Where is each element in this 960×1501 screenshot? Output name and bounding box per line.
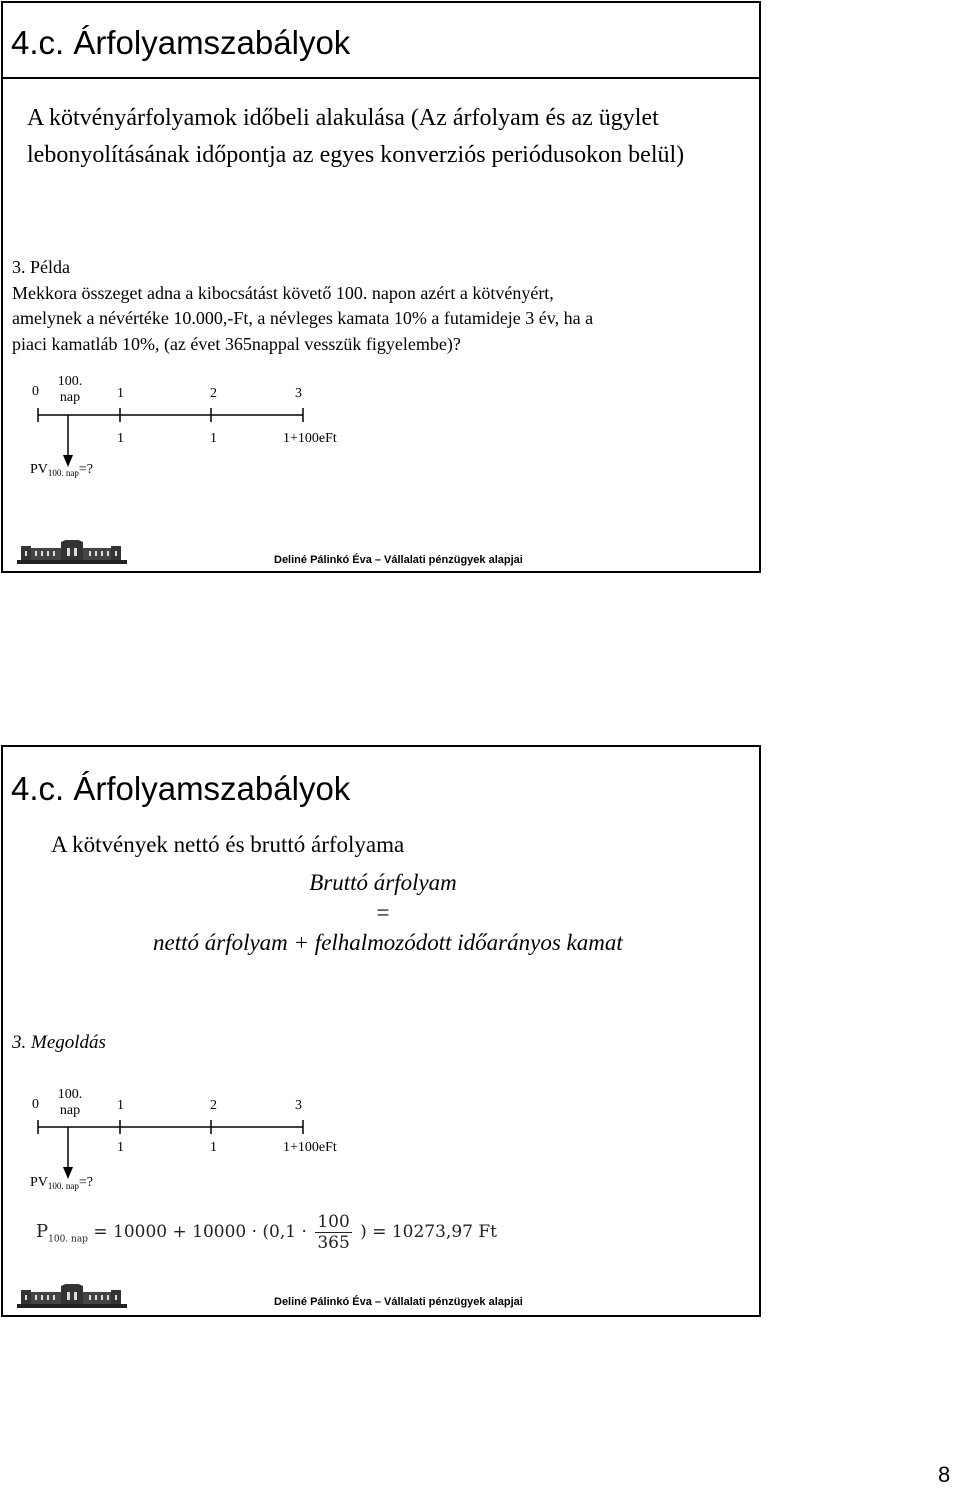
formula-lhs: P xyxy=(36,1221,49,1242)
university-building-logo xyxy=(17,540,127,566)
university-building-logo xyxy=(17,1284,127,1310)
timeline-start-label: 0 xyxy=(32,1097,39,1112)
pv-main: PV xyxy=(30,462,48,477)
timeline-day-label xyxy=(53,1087,87,1119)
timeline-day-label xyxy=(53,374,87,406)
pv-tail: =? xyxy=(78,1175,94,1190)
price-formula-text: nettó árfolyam + felhalmozódott időarányos kamat xyxy=(153,930,623,955)
solution-heading: 3. Megoldás xyxy=(12,1032,106,1053)
timeline-day-unit: nap xyxy=(59,1103,81,1118)
slide-2 xyxy=(1,745,761,1317)
formula-fraction xyxy=(315,1212,351,1253)
example-heading: 3. Példa xyxy=(12,257,70,277)
price-calculation-formula xyxy=(36,1212,497,1253)
formula-rhs-end: ) = 10273,97 Ft xyxy=(360,1222,498,1242)
example-line: piaci kamatláb 10%, (az évet 365nappal vesszük figyelembe)? xyxy=(12,333,461,354)
present-value-label xyxy=(30,1175,93,1191)
slide-title-bar xyxy=(3,747,759,823)
slide-1 xyxy=(1,1,761,573)
timeline-cashflow-label: 1 xyxy=(210,1140,217,1155)
formula-rhs-start: = 10000 + 10000 · (0,1 · xyxy=(93,1222,307,1242)
timeline-day-number: 100. xyxy=(57,374,83,389)
slide-subtitle: A kötvényárfolyamok időbeli alakulása (Az árfolyam és az ügylet lebonyolításának időpontja az egyes konverziós periódusokon belül) xyxy=(27,105,685,168)
slide-footer: Deliné Pálinkó Éva – Vállalati pénzügyek alapjai xyxy=(274,554,523,566)
timeline-period-label: 1 xyxy=(117,386,124,401)
brutto-label: Bruttó árfolyam xyxy=(309,870,457,895)
pv-tail: =? xyxy=(78,462,94,477)
timeline-cashflow-label: 1 xyxy=(117,431,124,446)
timeline-period-label: 2 xyxy=(210,386,217,401)
timeline-period-label: 3 xyxy=(295,1098,302,1113)
pv-subscript: 100. nap xyxy=(47,1181,79,1191)
timeline-start-label: 0 xyxy=(32,384,39,399)
example-text xyxy=(12,255,752,357)
pv-main: PV xyxy=(30,1175,48,1190)
section-heading: A kötvények nettó és bruttó árfolyama xyxy=(51,832,405,857)
timeline-day-number: 100. xyxy=(57,1087,83,1102)
slide-title-bar xyxy=(3,3,759,79)
formula-lhs-subscript: 100. nap xyxy=(48,1234,88,1245)
slide-footer: Deliné Pálinkó Éva – Vállalati pénzügyek alapjai xyxy=(274,1296,523,1308)
slide-title: 4.c. Árfolyamszabályok xyxy=(11,770,351,807)
present-value-label xyxy=(30,462,93,478)
example-line: amelynek a névértéke 10.000,-Ft, a névleges kamata 10% a futamideje 3 év, ha a xyxy=(12,308,594,328)
page-number: 8 xyxy=(938,1462,951,1487)
timeline-period-label: 2 xyxy=(210,1098,217,1113)
slide-title: 4.c. Árfolyamszabályok xyxy=(11,24,351,61)
fraction-numerator: 100 xyxy=(317,1212,350,1232)
fraction-denominator: 365 xyxy=(317,1233,350,1253)
timeline-cashflow-label: 1+100eFt xyxy=(283,431,337,446)
example-line: Mekkora összeget adna a kibocsátást követő 100. napon azért a kötvényért, xyxy=(12,282,554,303)
equals-sign: = xyxy=(376,900,390,925)
pv-subscript: 100. nap xyxy=(47,468,79,478)
timeline-period-label: 3 xyxy=(295,386,302,401)
timeline-day-unit: nap xyxy=(59,390,81,405)
timeline-cashflow-label: 1 xyxy=(117,1140,124,1155)
timeline-period-label: 1 xyxy=(117,1098,124,1113)
timeline-cashflow-label: 1 xyxy=(210,431,217,446)
timeline-cashflow-label: 1+100eFt xyxy=(283,1140,337,1155)
